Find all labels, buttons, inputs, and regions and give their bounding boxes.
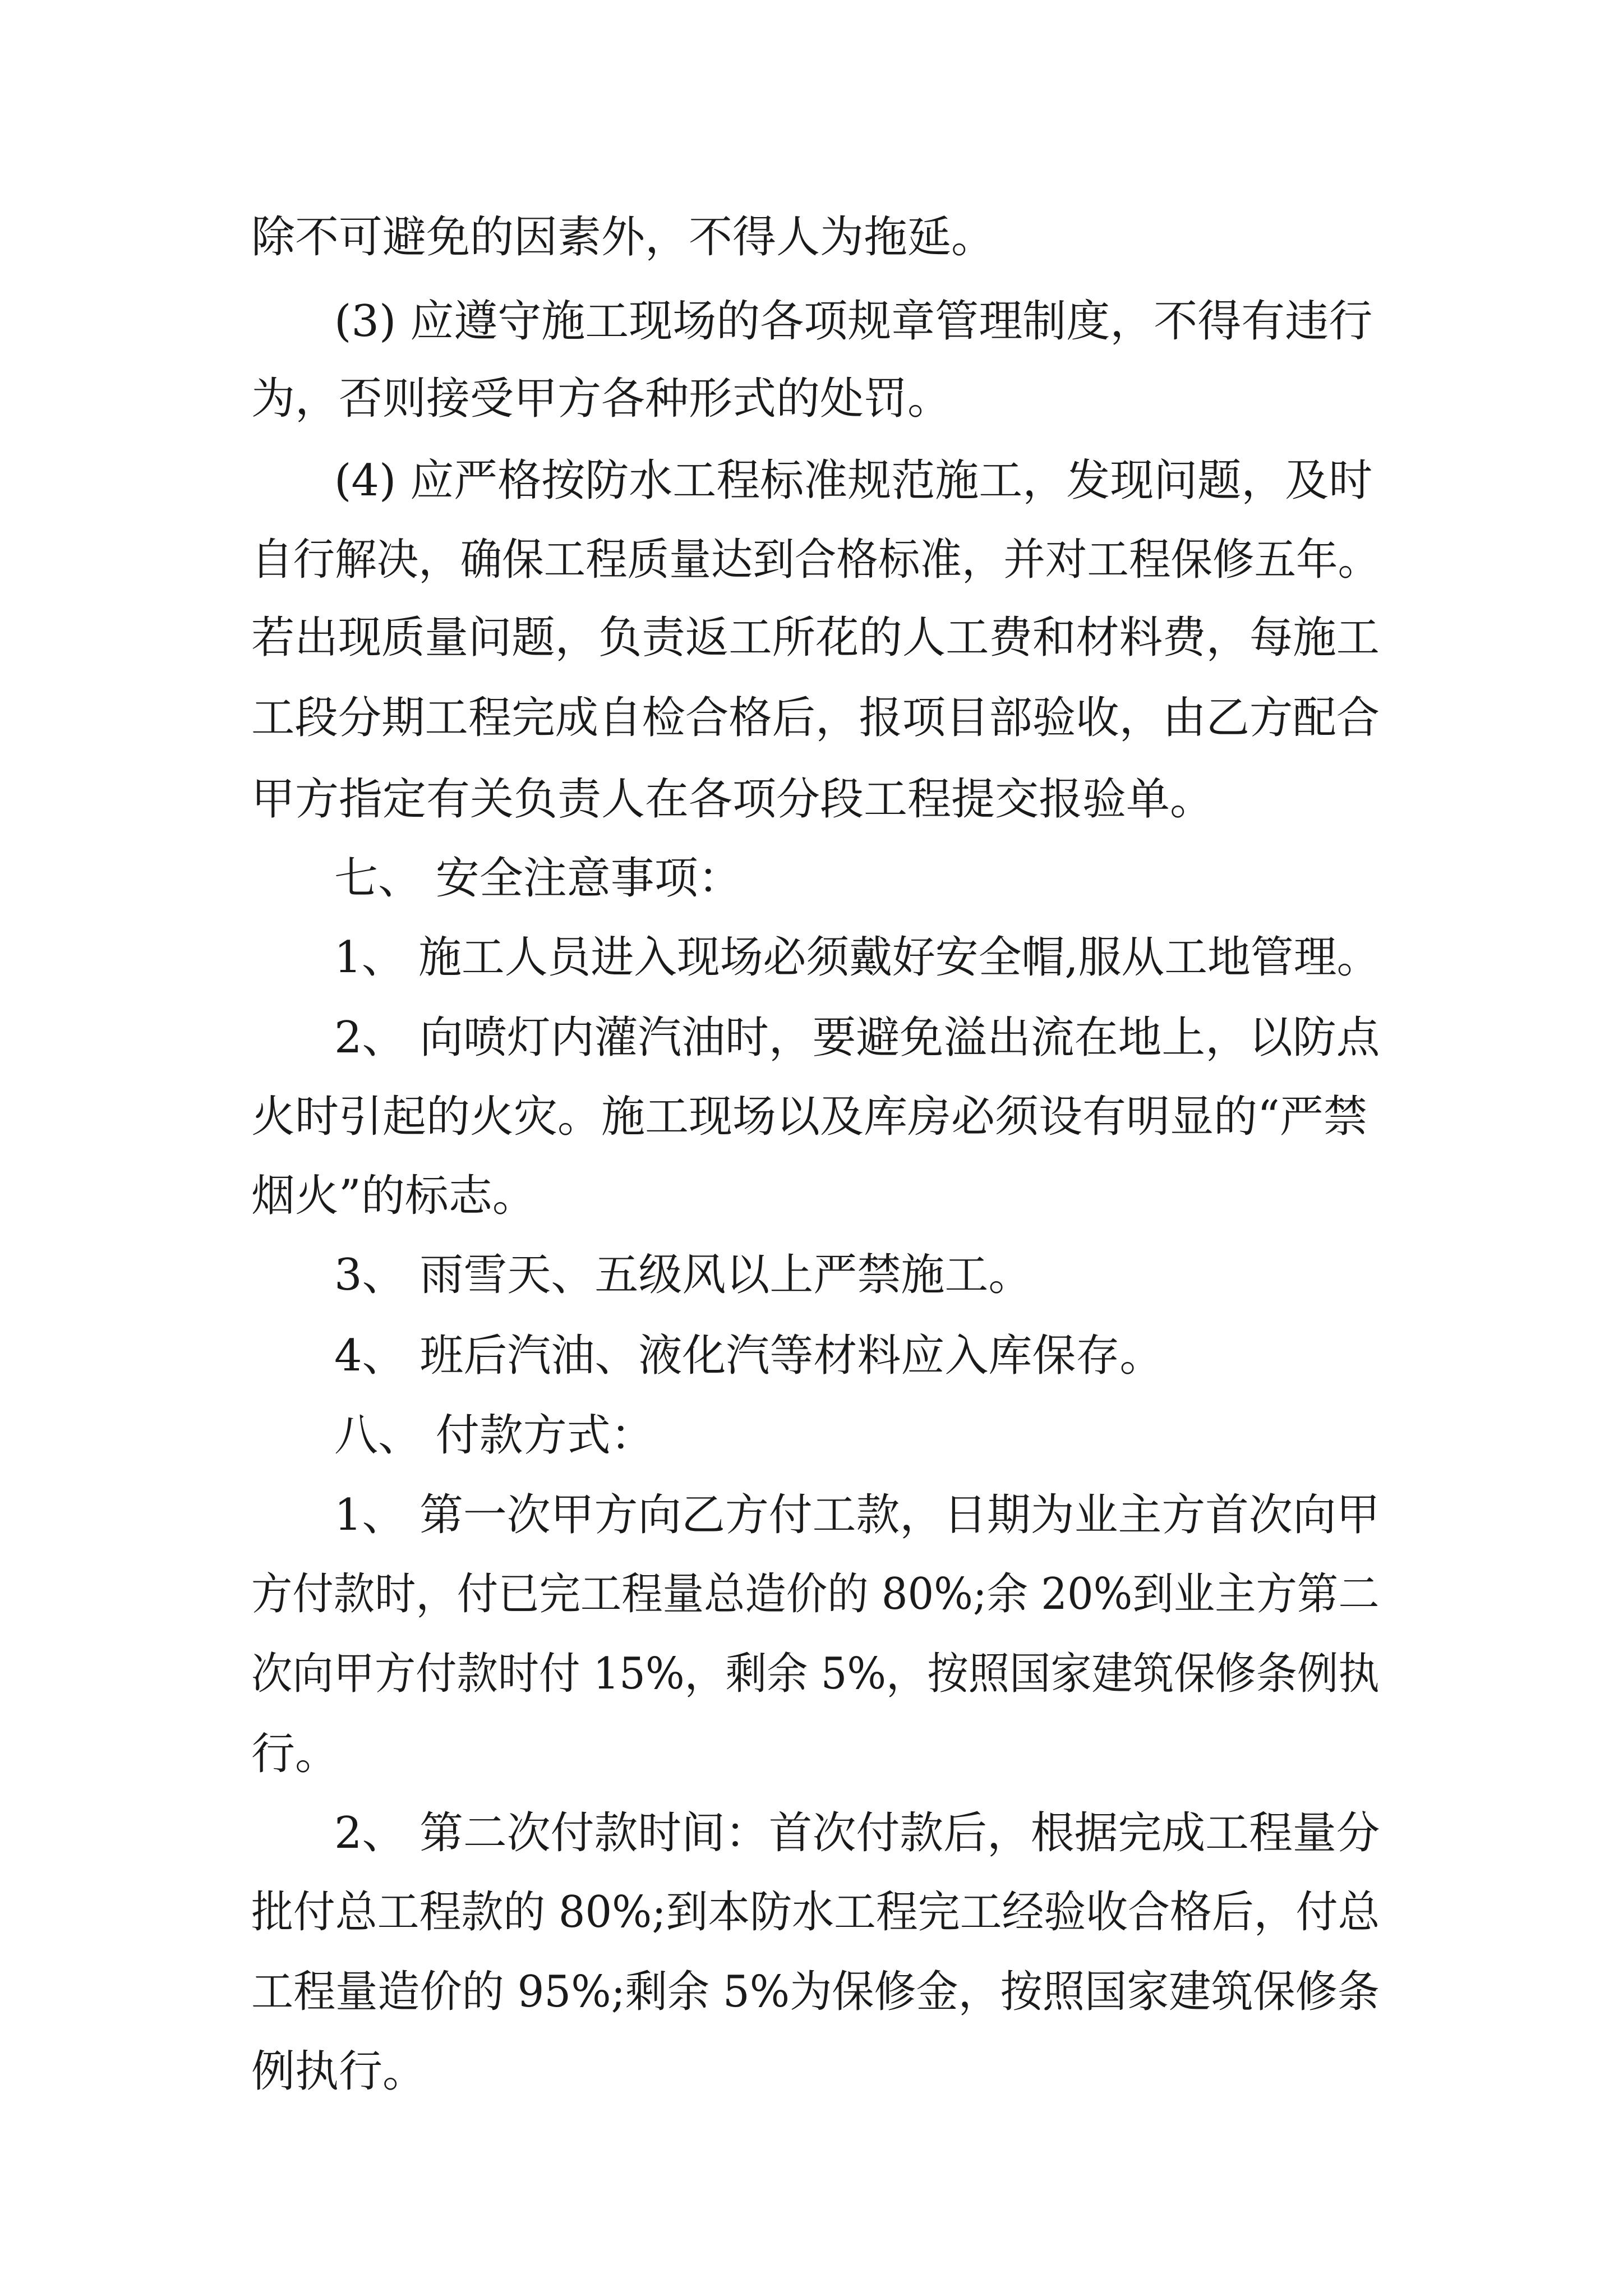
text-line: 批付总工程款的 80%;到本防水工程完工经验收合格后，付总 [251,1887,1380,1938]
text-line: 工段分期工程完成自检合格后，报项目部验收，由乙方配合 [251,693,1380,743]
text-line: 若出现质量问题，负责返工所花的人工费和材料费，每施工 [251,613,1380,663]
text-line: 例执行。 [251,2046,427,2097]
text-line: 行。 [251,1729,339,1779]
text-line: 甲方指定有关负责人在各项分段工程提交报验单。 [251,774,1214,825]
text-line: 2、 第二次付款时间：首次付款后，根据完成工程量分 [334,1808,1380,1858]
text-line: 方付款时，付已完工程量总造价的 80%;余 20%到业主方第二 [251,1569,1380,1619]
section-heading: 七、 安全注意事项： [334,853,742,904]
text-line: 4、 班后汽油、液化汽等材料应入库保存。 [334,1331,1164,1381]
text-line: 3、 雨雪天、五级风以上严禁施工。 [334,1250,1032,1300]
text-line: 1、 施工人员进入现场必须戴好安全帽,服从工地管理。 [334,932,1380,983]
text-line: 工程量造价的 95%;剩余 5%为保修金，按照国家建筑保修条 [251,1967,1380,2017]
text-line: 为，否则接受甲方各种形式的处罚。 [251,374,952,424]
text-line: 自行解决，确保工程质量达到合格标准，并对工程保修五年。 [251,535,1380,585]
text-line: 除不可避免的因素外，不得人为拖延。 [251,212,995,263]
section-heading: 八、 付款方式： [334,1410,654,1461]
text-line: (4) 应严格按防水工程标准规范施工，发现问题，及时 [334,455,1373,506]
text-line: 1、 第一次甲方向乙方付工款，日期为业主方首次向甲 [334,1490,1380,1540]
text-line: 次向甲方付款时付 15%，剩余 5%，按照国家建筑保修条例执 [251,1649,1380,1699]
text-line: 火时引起的火灾。施工现场以及库房必须设有明显的“严禁 [251,1092,1367,1142]
text-line: 烟火”的标志。 [251,1171,536,1221]
text-line: 2、 向喷灯内灌汽油时，要避免溢出流在地上，以防点 [334,1013,1380,1063]
text-line: (3) 应遵守施工现场的各项规章管理制度，不得有违行 [334,296,1373,347]
